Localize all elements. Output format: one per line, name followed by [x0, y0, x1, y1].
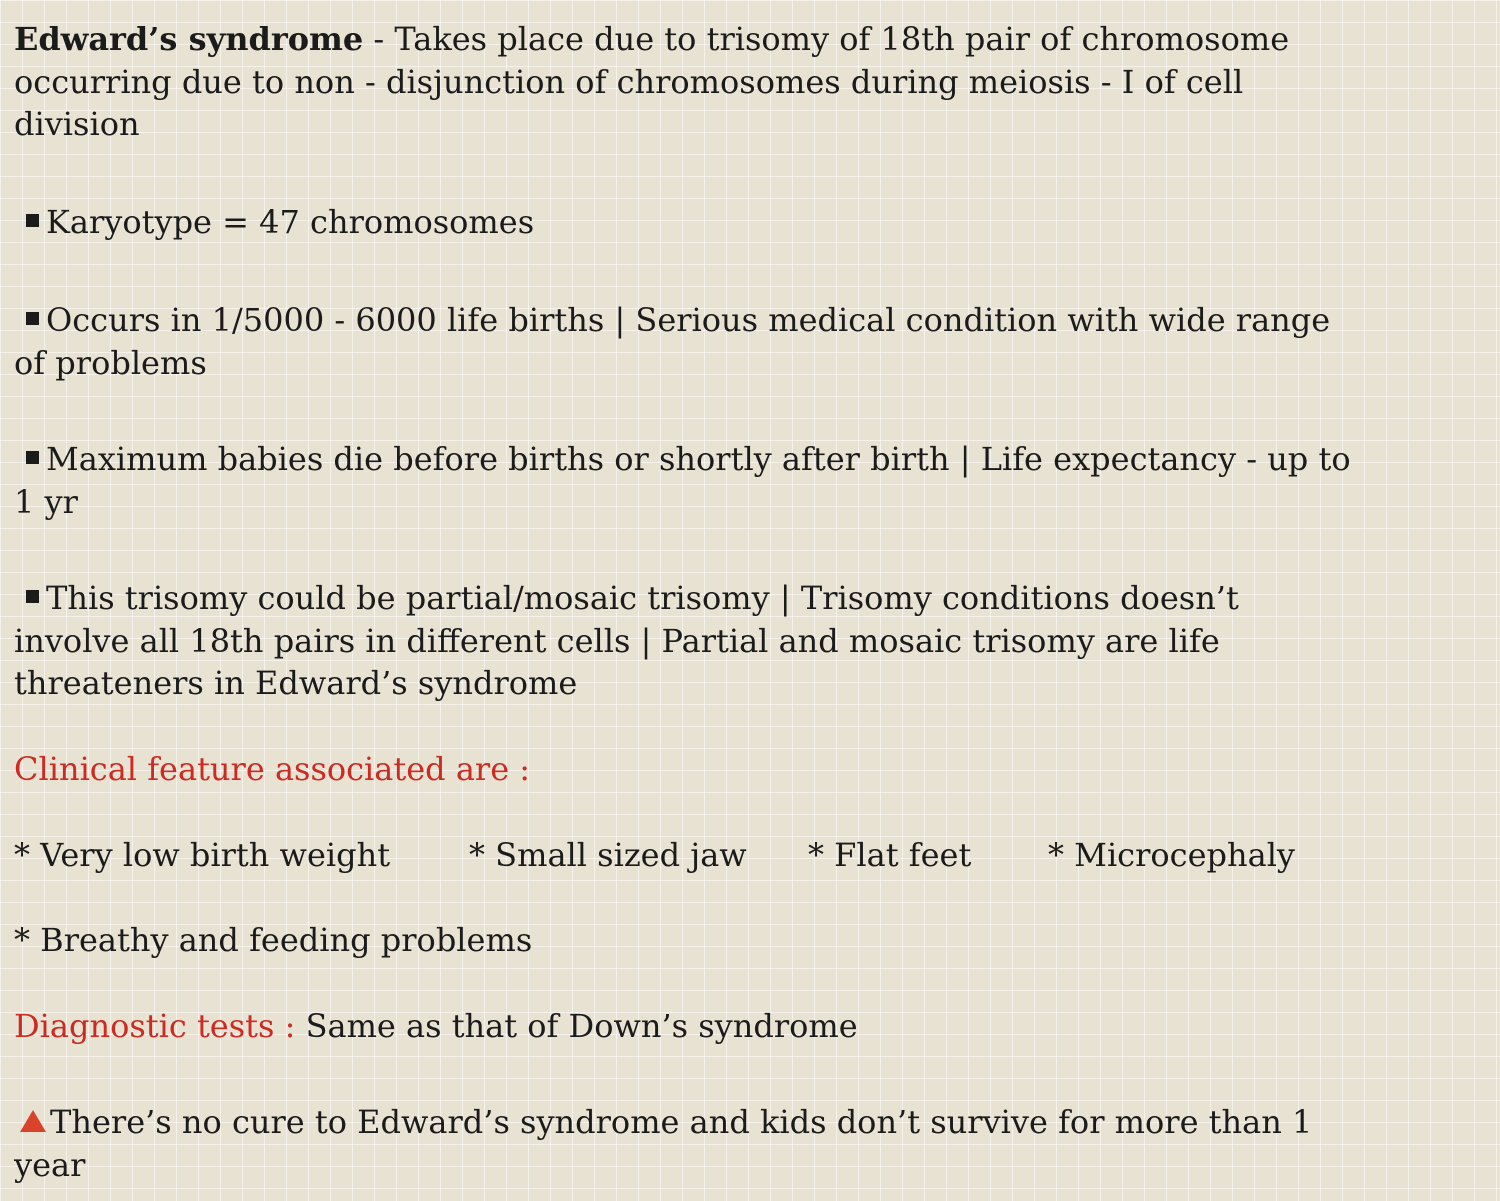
diagnostic-label: Diagnostic tests : — [14, 1007, 296, 1045]
syndrome-title: Edward’s syndrome — [14, 20, 364, 58]
feature-small-jaw: * Small sized jaw — [469, 836, 747, 874]
square-bullet-icon — [26, 590, 39, 603]
intro-line-1 — [14, 18, 1289, 61]
mosaic-text-1: This trisomy could be partial/mosaic trisomy | Trisomy conditions doesn’t — [46, 579, 1239, 617]
mosaic-text-2: involve all 18th pairs in different cells | Partial and mosaic trisomy are life — [14, 621, 1220, 660]
bullet-mortality — [14, 438, 1351, 523]
diagnostic-line — [14, 1005, 858, 1048]
feature-flat-feet: * Flat feet — [808, 836, 972, 874]
mortality-text-1: Maximum babies die before births or shortly after birth | Life expectancy - up to — [46, 440, 1351, 478]
warning-triangle-icon — [20, 1110, 46, 1132]
square-bullet-icon — [26, 214, 39, 227]
intro-line-2: occurring due to non - disjunction of chromosomes during meiosis - I of cell — [14, 62, 1244, 101]
no-cure-text-2: year — [14, 1145, 86, 1184]
diagnostic-text: Same as that of Down’s syndrome — [295, 1007, 858, 1045]
square-bullet-icon — [26, 312, 39, 325]
square-bullet-icon — [26, 451, 39, 464]
clinical-features-row — [14, 834, 1489, 877]
mortality-text-2: 1 yr — [14, 482, 78, 521]
bullet-mosaic — [14, 577, 1239, 705]
mosaic-text-3: threateners in Edward’s syndrome — [14, 664, 578, 702]
occurrence-text-2: of problems — [14, 343, 207, 382]
bullet-occurrence — [14, 299, 1330, 384]
feature-microcephaly: * Microcephaly — [1048, 836, 1295, 874]
no-cure-note — [14, 1101, 1312, 1186]
bullet-karyotype — [14, 201, 534, 244]
occurrence-text-1: Occurs in 1/5000 - 6000 life births | Serious medical condition with wide range — [46, 301, 1331, 339]
intro-paragraph — [14, 18, 1289, 146]
intro-text-1: - Takes place due to trisomy of 18th pair of chromosome — [363, 20, 1290, 58]
intro-line-3: division — [14, 105, 140, 143]
feature-birth-weight: * Very low birth weight — [14, 836, 391, 874]
clinical-heading: Clinical feature associated are : — [14, 750, 531, 788]
no-cure-text-1: There’s no cure to Edward’s syndrome and kids don’t survive for more than 1 — [50, 1103, 1313, 1141]
karyotype-text: Karyotype = 47 chromosomes — [46, 203, 535, 241]
feature-breathing-feeding: * Breathy and feeding problems — [14, 921, 533, 959]
